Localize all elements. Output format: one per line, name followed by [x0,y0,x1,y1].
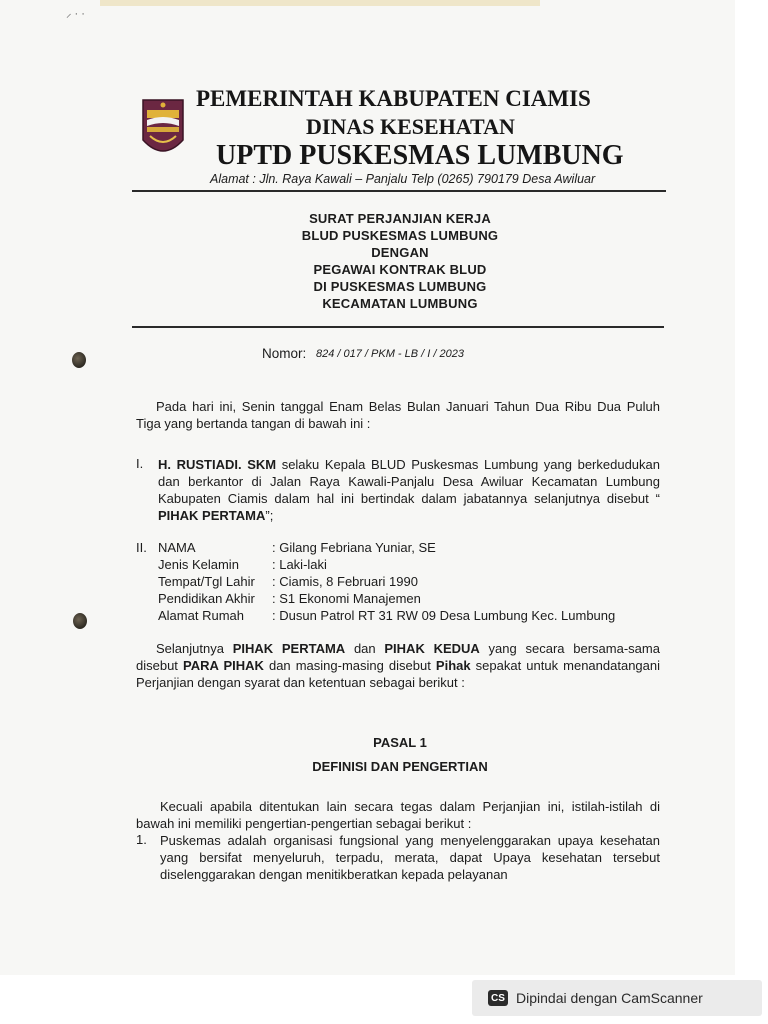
header-department: DINAS KESEHATAN [306,114,515,139]
opening-paragraph: Pada hari ini, Senin tanggal Enam Belas Bulan Januari Tahun Dua Ribu Dua Puluh Tiga yang bertanda tangan di bawah ini : [136,399,660,431]
party1-paragraph [158,456,660,524]
punch-hole [73,613,87,629]
title-line: BLUD PUSKESMAS LUMBUNG [301,228,499,243]
page-edge [735,0,768,975]
field-label: Pendidikan Akhir [158,591,255,606]
definitions-intro: Kecuali apabila ditentukan lain secara tegas dalam Perjanjian ini, istilah-istilah di bawah ini memiliki pengertian-pengertian sebagai berikut : [136,799,660,831]
field-label: Jenis Kelamin [158,557,239,572]
party1-text: selaku Kepala BLUD Puskesmas Lumbung yang berkedudukan dan berkantor di Jalan Raya Kawali-Panjalu Desa Awiluar Kecamatan Lumbung Kabupaten Ciamis dalam hal ini bertindak dalam jabatannya selanjutnya disebut “ [158,457,660,506]
field-value: : Ciamis, 8 Februari 1990 [272,574,418,589]
field-value: : S1 Ekonomi Manajemen [272,591,421,606]
ciamis-regency-logo [140,96,186,164]
definition-text: Puskemas adalah organisasi fungsional yang menyelenggarakan upaya kesehatan yang bersifat menyeluruh, terpadu, merata, dapat Upaya kesehatan tersebut diselenggarakan dengan menitikberatkan kepada pelayanan [160,833,660,882]
header-institution: UPTD PUSKESMAS LUMBUNG [216,140,624,171]
title-line: DENGAN [371,245,429,260]
closing-text: dan [345,641,385,656]
closing-bold: PIHAK KEDUA [384,641,480,656]
field-label: NAMA [158,540,196,555]
field-label: Alamat Rumah [158,608,244,623]
party1-numeral: I. [136,456,144,471]
closing-text: Selanjutnya [156,641,233,656]
closing-bold: Pihak [435,658,471,673]
definition-number: 1. [136,832,147,847]
closing-paragraph [136,640,660,691]
party2-numeral: II. [136,540,147,555]
camscanner-text: Dipindai dengan CamScanner [516,990,703,1006]
nomor-label: Nomor: [262,346,307,361]
title-line: SURAT PERJANJIAN KERJA [309,211,491,226]
closing-text: yang secara bersama-sama disebut [136,641,660,673]
pasal-title: DEFINISI DAN PENGERTIAN [312,759,488,774]
closing-text: sepakat untuk menandatangani Perjanjian dengan syarat dan ketentuan sebagai berikut : [136,658,660,690]
title-line: PEGAWAI KONTRAK BLUD [313,262,487,277]
header-rule [132,190,666,192]
title-line: DI PUSKESMAS LUMBUNG [313,279,487,294]
party1-name: H. RUSTIADI. SKM [158,457,277,472]
nomor-value: 824 / 017 / PKM - LB / I / 2023 [316,348,464,360]
field-label: Tempat/Tgl Lahir [158,574,255,589]
field-value: : Gilang Febriana Yuniar, SE [272,540,436,555]
closing-bold: PIHAK PERTAMA [232,641,346,656]
pen-mark: ⸝ · · [66,8,85,20]
party1-end: ”; [265,508,274,523]
title-line: KECAMATAN LUMBUNG [322,296,478,311]
closing-bold: PARA PIHAK [183,658,264,673]
camscanner-watermark [472,980,762,1016]
header-government: PEMERINTAH KABUPATEN CIAMIS [196,86,591,111]
header-address: Alamat : Jln. Raya Kawali – Panjalu Telp (0265) 790179 Desa Awiluar [210,172,596,186]
camscanner-logo: CS [488,990,508,1006]
punch-hole [72,352,86,368]
document-title [230,210,570,312]
closing-text: dan masing-masing disebut [263,658,436,673]
field-value: : Dusun Patrol RT 31 RW 09 Desa Lumbung Kec. Lumbung [272,608,616,623]
title-rule [132,326,664,328]
party1-role: PIHAK PERTAMA [158,508,266,523]
top-paper-strip [100,0,540,6]
pasal-number: PASAL 1 [373,735,427,750]
field-value: : Laki-laki [272,557,327,572]
